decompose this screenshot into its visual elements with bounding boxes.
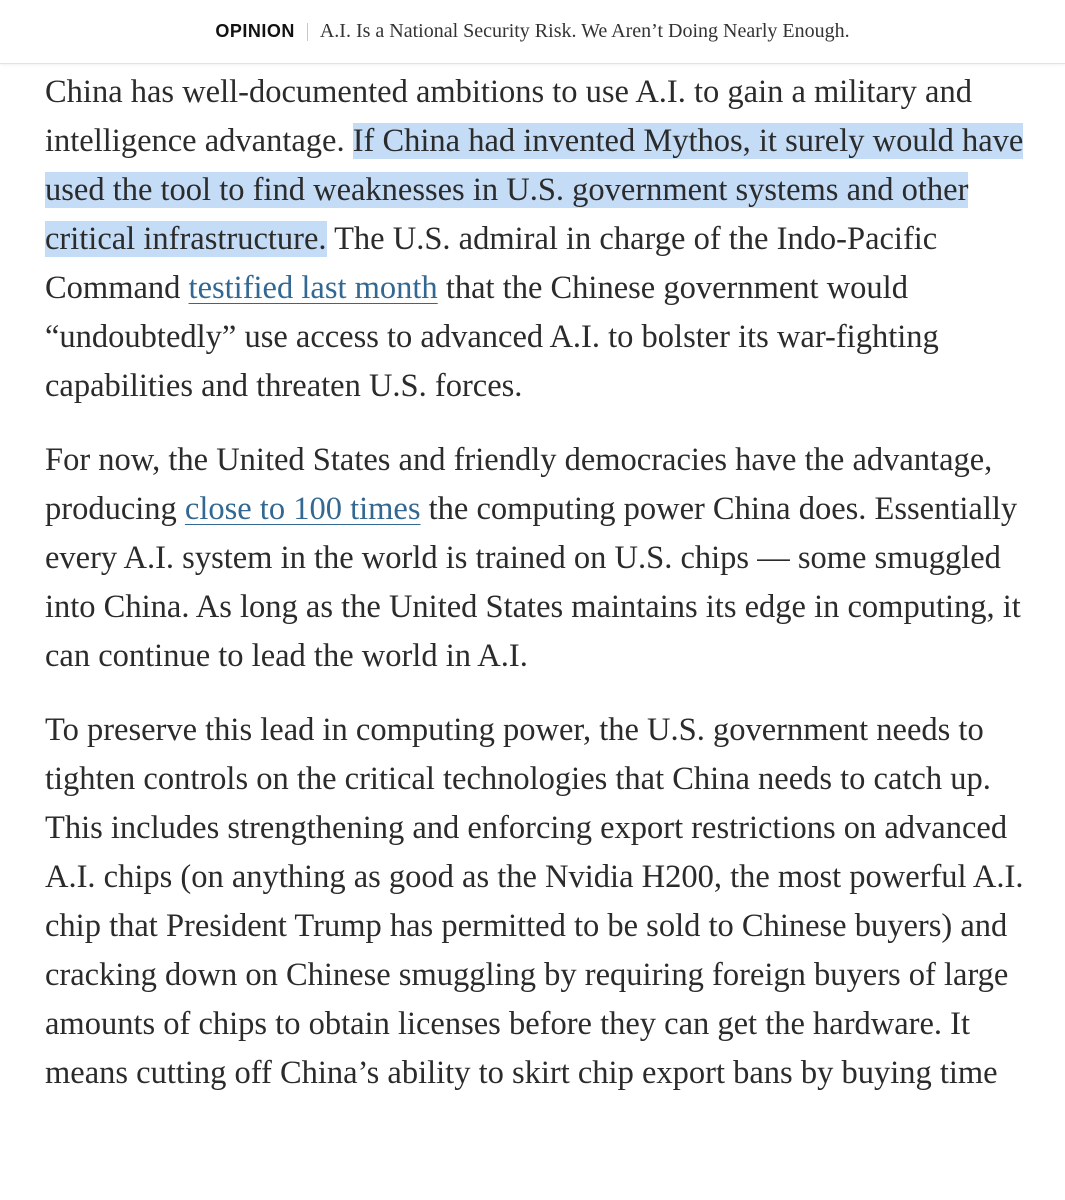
link-testified-last-month[interactable]: testified last month (188, 270, 438, 306)
paragraph-1-text-end: that the Chinese government would “undoubtedly” use access to advanced A.I. to bolster its war-fighting capabilities and threaten U.S. forces. (45, 270, 939, 404)
paragraph-3-text: To preserve this lead in computing power, the U.S. government needs to tighten controls on the critical technologies that China needs to catch up. This includes strengthening and enforcing export restrictions on advanced A.I. chips (on anything as good as the Nvidia H200, the most powerful A.I. chip that President Trump has permitted to be sold to Chinese buyers) and cracking down on Chinese smuggling by requiring foreign buyers of large amounts of chips to obtain licenses before they can get the hardware. It means cutting off China’s ability to skirt chip export bans by buying time (45, 712, 1024, 1091)
paragraph-3 (45, 706, 1030, 1098)
header-divider (307, 23, 308, 41)
paragraph-1-text-start: China has well-documented ambitions to use A.I. to gain a military and intelligence advantage. (45, 74, 972, 159)
paragraph-2-text-start: For now, the United States and friendly democracies have the advantage, producing (45, 442, 993, 527)
article-headline: A.I. Is a National Security Risk. We Aren’t Doing Nearly Enough. (319, 20, 850, 42)
sticky-header (0, 0, 1065, 64)
paragraph-2-text-end: the computing power China does. Essentially every A.I. system in the world is trained on U.S. chips — some smuggled into China. As long as the United States maintains its edge in computing, it can continue to lead the world in A.I. (45, 491, 1021, 674)
link-close-to-100-times[interactable]: close to 100 times (184, 491, 421, 527)
highlighted-text[interactable]: If China had invented Mythos, it surely would have used the tool to find weaknesses in U.S. government systems and other critical infrastructure. (45, 123, 1024, 257)
paragraph-1 (45, 68, 1030, 411)
article-body (45, 64, 1030, 1123)
paragraph-1-text-middle: The U.S. admiral in charge of the Indo-Pacific Command (45, 221, 938, 306)
paragraph-2 (45, 436, 1030, 681)
section-label[interactable]: OPINION (215, 21, 295, 41)
